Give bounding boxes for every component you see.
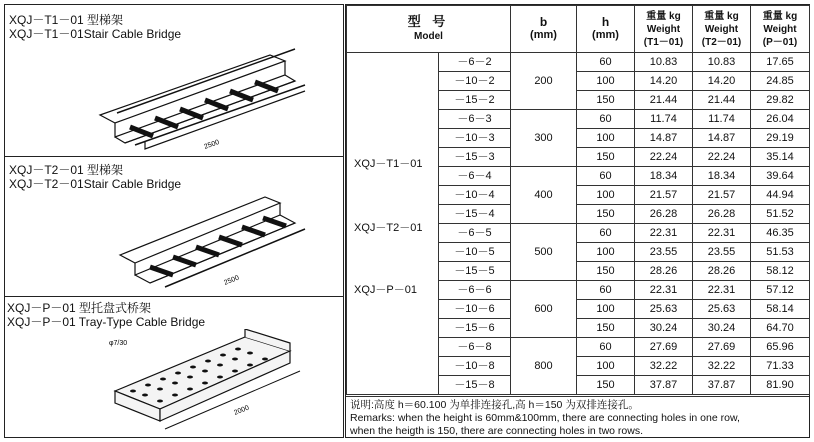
model-code-cell: －10－3 xyxy=(439,129,511,148)
stair-bridge-t1-drawing xyxy=(95,45,315,153)
height-h-cell: 60 xyxy=(577,167,635,186)
model-code-cell: －15－5 xyxy=(439,262,511,281)
product-drawings-column xyxy=(4,4,344,438)
weight-t1-cell: 23.55 xyxy=(635,243,693,262)
header-weight-p: 重量 kg Weight (P－01) xyxy=(751,6,810,53)
panel-t2-title-en: XQJ－T2－01Stair Cable Bridge xyxy=(9,177,182,191)
weight-t2-cell: 22.31 xyxy=(693,224,751,243)
model-code-cell: －10－6 xyxy=(439,300,511,319)
width-b-cell: 200 xyxy=(511,53,577,110)
weight-t1-cell: 27.69 xyxy=(635,338,693,357)
header-weight-t2: 重量 kg Weight (T2－01) xyxy=(693,6,751,53)
model-code-cell: －15－2 xyxy=(439,91,511,110)
height-h-cell: 60 xyxy=(577,224,635,243)
width-b-cell: 500 xyxy=(511,224,577,281)
panel-t2 xyxy=(5,157,343,297)
weight-t1-cell: 32.22 xyxy=(635,357,693,376)
spec-table-panel xyxy=(345,4,810,438)
weight-t2-cell: 11.74 xyxy=(693,110,751,129)
height-h-cell: 100 xyxy=(577,357,635,376)
weight-p-cell: 26.04 xyxy=(751,110,810,129)
weight-t2-cell: 10.83 xyxy=(693,53,751,72)
model-code-cell: －6－3 xyxy=(439,110,511,129)
panel-t1-title-en: XQJ－T1－01Stair Cable Bridge xyxy=(9,27,182,41)
weight-p-cell: 51.52 xyxy=(751,205,810,224)
weight-p-cell: 71.33 xyxy=(751,357,810,376)
weight-t2-cell: 28.26 xyxy=(693,262,751,281)
model-group-label: XQJ－T2－01 xyxy=(354,222,423,234)
width-b-cell: 600 xyxy=(511,281,577,338)
weight-t1-cell: 14.87 xyxy=(635,129,693,148)
weight-t2-cell: 14.87 xyxy=(693,129,751,148)
weight-p-cell: 58.12 xyxy=(751,262,810,281)
weight-p-cell: 57.12 xyxy=(751,281,810,300)
height-h-cell: 150 xyxy=(577,319,635,338)
weight-t2-cell: 14.20 xyxy=(693,72,751,91)
weight-t2-cell: 30.24 xyxy=(693,319,751,338)
model-group-label: XQJ－T1－01 xyxy=(354,158,423,170)
weight-p-cell: 46.35 xyxy=(751,224,810,243)
weight-t1-cell: 21.44 xyxy=(635,91,693,110)
weight-t1-cell: 22.31 xyxy=(635,224,693,243)
height-h-cell: 150 xyxy=(577,376,635,395)
weight-p-cell: 64.70 xyxy=(751,319,810,338)
panel-p xyxy=(5,297,343,437)
table-row xyxy=(347,53,810,72)
weight-p-cell: 58.14 xyxy=(751,300,810,319)
weight-p-cell: 65.96 xyxy=(751,338,810,357)
panel-t2-title-cn: XQJ－T2－01 型梯架 xyxy=(9,163,124,177)
model-code-cell: －6－8 xyxy=(439,338,511,357)
model-code-cell: －10－5 xyxy=(439,243,511,262)
tray-bridge-drawing xyxy=(105,329,315,433)
weight-t1-cell: 21.57 xyxy=(635,186,693,205)
weight-t2-cell: 21.57 xyxy=(693,186,751,205)
remarks-cn: 说明:高度 h＝60.100 为单排连接孔,高 h＝150 为双排连接孔。 xyxy=(350,399,639,411)
weight-t2-cell: 22.24 xyxy=(693,148,751,167)
weight-t2-cell: 32.22 xyxy=(693,357,751,376)
height-h-cell: 100 xyxy=(577,129,635,148)
model-code-cell: －15－4 xyxy=(439,205,511,224)
weight-p-cell: 29.19 xyxy=(751,129,810,148)
weight-t1-cell: 14.20 xyxy=(635,72,693,91)
header-model: 型 号 Model xyxy=(347,6,511,53)
height-h-cell: 100 xyxy=(577,72,635,91)
model-code-cell: －15－8 xyxy=(439,376,511,395)
weight-t2-cell: 21.44 xyxy=(693,91,751,110)
weight-p-cell: 24.85 xyxy=(751,72,810,91)
weight-t2-cell: 18.34 xyxy=(693,167,751,186)
model-code-cell: －6－4 xyxy=(439,167,511,186)
weight-t2-cell: 27.69 xyxy=(693,338,751,357)
height-h-cell: 60 xyxy=(577,110,635,129)
weight-t1-cell: 30.24 xyxy=(635,319,693,338)
model-code-cell: －6－5 xyxy=(439,224,511,243)
model-code-cell: －10－8 xyxy=(439,357,511,376)
model-code-cell: －6－6 xyxy=(439,281,511,300)
height-h-cell: 100 xyxy=(577,300,635,319)
weight-t1-cell: 22.31 xyxy=(635,281,693,300)
weight-p-cell: 44.94 xyxy=(751,186,810,205)
dimension-label: 2500 xyxy=(223,274,241,287)
weight-t1-cell: 28.26 xyxy=(635,262,693,281)
weight-p-cell: 17.65 xyxy=(751,53,810,72)
model-code-cell: －10－2 xyxy=(439,72,511,91)
weight-t2-cell: 37.87 xyxy=(693,376,751,395)
width-b-cell: 400 xyxy=(511,167,577,224)
weight-p-cell: 81.90 xyxy=(751,376,810,395)
height-h-cell: 60 xyxy=(577,338,635,357)
spec-table xyxy=(346,5,810,395)
height-h-cell: 100 xyxy=(577,186,635,205)
model-code-cell: －10－4 xyxy=(439,186,511,205)
panel-p-title-cn: XQJ－P－01 型托盘式桥架 xyxy=(7,301,152,315)
weight-p-cell: 39.64 xyxy=(751,167,810,186)
width-b-cell: 800 xyxy=(511,338,577,395)
height-h-cell: 150 xyxy=(577,91,635,110)
panel-t1 xyxy=(5,5,343,157)
weight-t2-cell: 23.55 xyxy=(693,243,751,262)
model-code-cell: －6－2 xyxy=(439,53,511,72)
model-code-cell: －15－3 xyxy=(439,148,511,167)
height-h-cell: 150 xyxy=(577,262,635,281)
height-h-cell: 60 xyxy=(577,53,635,72)
remarks xyxy=(346,396,809,438)
model-code-cell: －15－6 xyxy=(439,319,511,338)
weight-t2-cell: 22.31 xyxy=(693,281,751,300)
panel-p-title-en: XQJ－P－01 Tray-Type Cable Bridge xyxy=(7,315,206,329)
header-b: b (mm) xyxy=(511,6,577,53)
weight-t2-cell: 26.28 xyxy=(693,205,751,224)
height-h-cell: 100 xyxy=(577,243,635,262)
height-h-cell: 150 xyxy=(577,148,635,167)
weight-t1-cell: 10.83 xyxy=(635,53,693,72)
height-h-cell: 150 xyxy=(577,205,635,224)
weight-t1-cell: 22.24 xyxy=(635,148,693,167)
weight-p-cell: 29.82 xyxy=(751,91,810,110)
dimension-label: 2000 xyxy=(233,404,251,417)
weight-t1-cell: 37.87 xyxy=(635,376,693,395)
dimension-label: 2500 xyxy=(203,138,221,151)
weight-t2-cell: 25.63 xyxy=(693,300,751,319)
weight-p-cell: 51.53 xyxy=(751,243,810,262)
weight-t1-cell: 26.28 xyxy=(635,205,693,224)
width-b-cell: 300 xyxy=(511,110,577,167)
weight-p-cell: 35.14 xyxy=(751,148,810,167)
table-header-row xyxy=(347,6,810,53)
weight-t1-cell: 18.34 xyxy=(635,167,693,186)
panel-t1-title-cn: XQJ－T1－01 型梯架 xyxy=(9,13,124,27)
model-group-label: XQJ－P－01 xyxy=(354,284,417,296)
hole-label: φ7/30 xyxy=(109,340,128,347)
weight-t1-cell: 25.63 xyxy=(635,300,693,319)
height-h-cell: 60 xyxy=(577,281,635,300)
header-h: h (mm) xyxy=(577,6,635,53)
header-weight-t1: 重量 kg Weight (T1－01) xyxy=(635,6,693,53)
stair-bridge-t2-drawing xyxy=(105,187,325,293)
remarks-en-line1: Remarks: when the height is 60mm&100mm, there are connecting holes in one row, xyxy=(350,412,740,424)
weight-t1-cell: 11.74 xyxy=(635,110,693,129)
remarks-en-line2: when the heigth is 150, there are connecting holes in two rows. xyxy=(350,425,644,437)
